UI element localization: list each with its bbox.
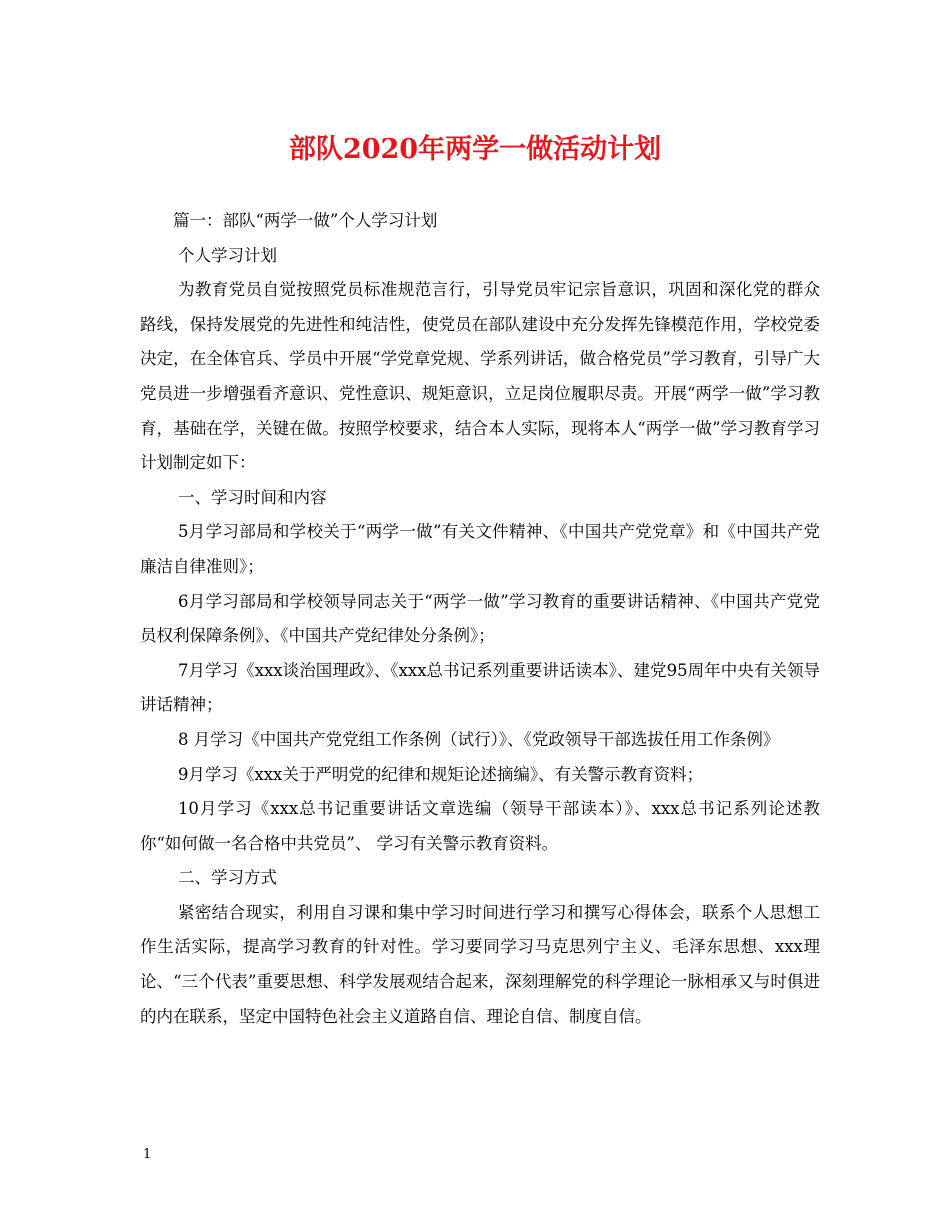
intro-paragraph: 为教育党员自觉按照党员标准规范言行，引导党员牢记宗旨意识，巩固和深化党的群众路线，保持发展党的先进性和纯洁性，使党员在部队建设中充分发挥先锋模范作用，学校党委决定，在全体官兵、学员中开展“学党章党规、学系列讲话，做合格党员”学习教育，引导广大党员进一步增强看齐意识、党性意识、规矩意识，立足岗位履职尽责。开展“两学一做”学习教育，基础在学，关键在做。按照学校要求，结合本人实际，现将本人“两学一做”学习教育学习计划制定如下： bbox=[140, 280, 820, 473]
section-heading-part-one: 篇一：部队“两学一做”个人学习计划 bbox=[173, 211, 438, 230]
section-heading-study-time: 一、学习时间和内容 bbox=[177, 487, 327, 507]
study-item-july: 7月学习《xxx谈治国理政》、《xxx总书记系列重要讲话读本》、建党95周年中央有关领导讲话精神； bbox=[140, 660, 820, 715]
study-method-paragraph: 紧密结合现实，利用自习课和集中学习时间进行学习和撰写心得体会，联系个人思想工作生活实际，提高学习教育的针对性。学习要同学习马克思列宁主义、毛泽东思想、xxx理论、“三个代表”重要思想、科学发展观结合起来，深刻理解党的科学理论一脉相承又与时俱进的内在联系，坚定中国特色社会主义道路自信、理论自信、制度自信。 bbox=[140, 902, 820, 1026]
study-item-october: 10月学习《xxx总书记重要讲话文章选编（领导干部读本）》、xxx总书记系列论述教你“如何做一名合格中共党员”、 学习有关警示教育资料。 bbox=[140, 799, 820, 853]
study-item-september: 9月学习《xxx关于严明党的纪律和规矩论述摘编》、有关警示教育资料； bbox=[177, 764, 704, 784]
plan-subtitle: 个人学习计划 bbox=[177, 245, 277, 265]
section-heading-study-method: 二、学习方式 bbox=[177, 868, 277, 888]
page-number: 1 bbox=[143, 1147, 152, 1162]
study-item-june: 6月学习部局和学校领导同志关于“两学一做”学习教育的重要讲话精神、《中国共产党党员权利保障条例》、《中国共产党纪律处分条例》； bbox=[140, 591, 820, 646]
study-item-august: 8 月学习《中国共产党党组工作条例（试行）》、《党政领导干部选拔任用工作条例》 bbox=[177, 729, 780, 749]
study-item-may: 5月学习部局和学校关于“两学一做”有关文件精神、《中国共产党党章》和《中国共产党廉洁自律准则》； bbox=[140, 522, 820, 576]
document-title: 部队2020年两学一做活动计划 bbox=[288, 134, 662, 165]
document-body bbox=[140, 204, 820, 1034]
